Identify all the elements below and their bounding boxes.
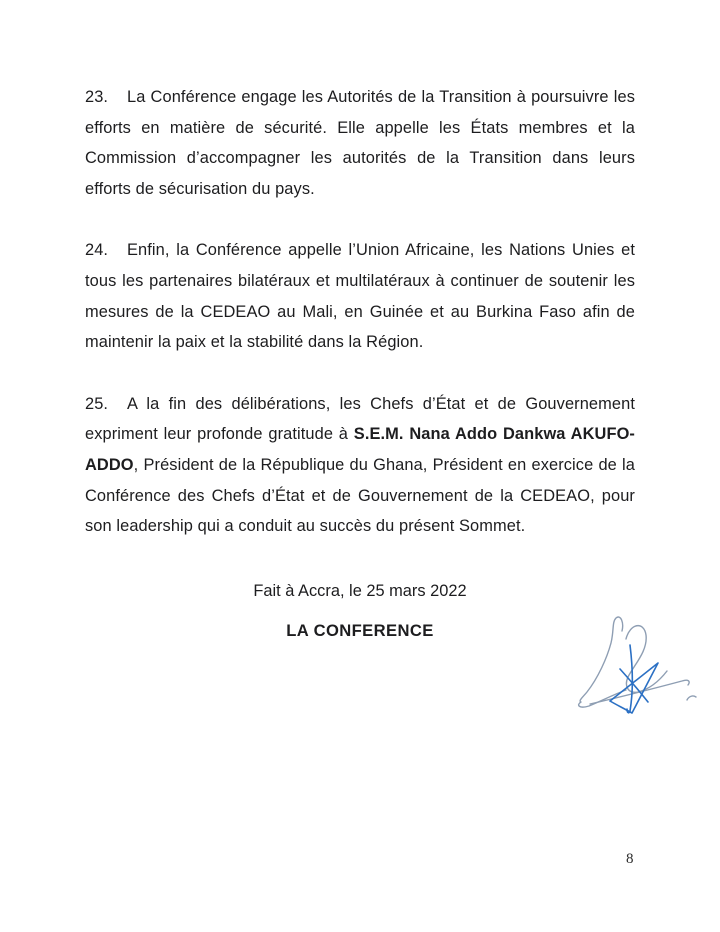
paragraph-23-text: La Conférence engage les Autorités de la Transition à poursuivre les efforts en matière de sécurité. Elle appelle les États membres et la Commission d’accompagner les autorités de la Transition dans leurs efforts de sécurisation du pays. <box>85 88 635 198</box>
signature-light-strokes <box>579 617 696 707</box>
signatory-title: LA CONFERENCE <box>286 621 434 641</box>
paragraph-24-number: 24. <box>85 241 109 260</box>
paragraph-25-text-before: A la fin des délibérations, les Chefs d’État et de Gouvernement expriment leur profonde gratitude à <box>85 394 635 444</box>
paragraph-25 <box>85 389 635 542</box>
paragraph-25-text-after: , Président de la République du Ghana, Président en exercice de la Conférence des Chefs d’État et de Gouvernement de la CEDEAO, pour son leadership qui a conduit au succès du présent Sommet. <box>85 455 635 536</box>
signature-scribble-icon <box>570 600 705 722</box>
signature-blue-strokes <box>610 645 658 713</box>
honoree-name: S.E.M. Nana Addo Dankwa AKUFO-ADDO <box>85 425 635 474</box>
paragraph-23-number: 23. <box>85 88 109 106</box>
paragraph-23 <box>85 82 635 204</box>
dateline: Fait à Accra, le 25 mars 2022 <box>253 581 467 600</box>
document-body <box>85 82 635 647</box>
page-number: 8 <box>626 851 634 867</box>
paragraph-24 <box>85 235 635 357</box>
paragraph-25-number: 25. <box>85 394 109 413</box>
paragraph-24-text: Enfin, la Conférence appelle l’Union Africaine, les Nations Unies et tous les partenaires bilatéraux et multilatéraux à continuer de soutenir les mesures de la CEDEAO au Mali, en Guinée et au Burkina Faso afin de maintenir la paix et la stabilité dans la Région. <box>85 241 635 352</box>
